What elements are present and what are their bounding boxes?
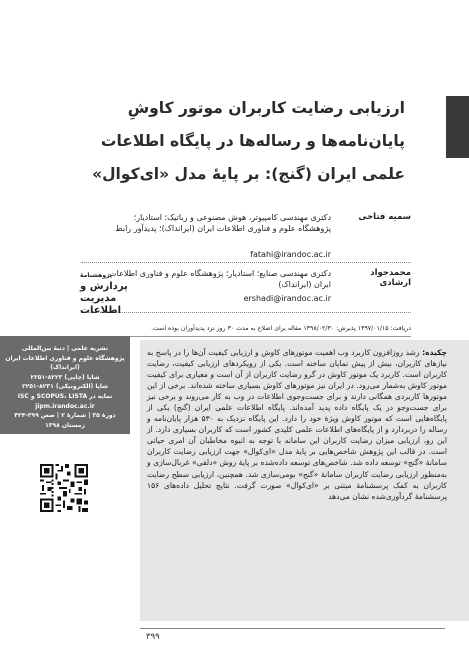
author-name: سمیه فتاحی	[358, 212, 411, 222]
abstract-body: رشد روزافزون کاربرد وب اهمیت موتورهای کاوش و ارزیابی کیفیت آن‌ها را در پاسخ به نیازهای کاربران، بیش از پیش نمایان ساخته است. یکی از رویکردهای ارزیابی کیفیت، رضایت کاربران است. کاربرد یک موتور کاوش در گرو رضایت کاربران از آن است و معیاری برای کیفیت موتور کاوش به‌شمار می‌رود. در ایران نیز موتورهای کاوش بسیاری ساخته شده‌اند. برخی از این موتورها کاربردی همگانی دارند و برای جست‌وجوی اطلاعات در وب به کار می‌روند و برخی نیز برای جست‌وجو در یک پایگاه داده پدید آمده‌اند. پایگاه اطلاعات علمی ایران (گنج) یکی از پایگاه‌هایی است که موتور کاوش ویژهٔ خود را دارد. این پایگاه نزدیک به ۵۳۰ هزار پایان‌نامه و رساله را دربردارد و از پایگاه‌های اطلاعات علمی کلیدی کشور است که کاربران بسیاری دارد. از این رو، ارزیابی میزان رضایت کاربران این سامانه با توجه به انبوه مخاطبان آن امری حیاتی است. در قالب این پژوهش شاخص‌هایی بر پایهٔ مدل «ای‌کوال» جهت ارزیابی رضایت کاربران سامانهٔ «گنج» توسعه داده شد. شاخص‌های توسعه داده‌شده بر پایهٔ روش «دلفی» غربال‌سازی و به‌منظور ارزیابی رضایت کاربران سامانهٔ «گنج» بومی‌سازی شد. همچنین، ارزیابی سطح رضایت کاربران به کمک پرسشنامهٔ مبتنی بر «ای‌کوال» صورت گرفت. نتایج تحلیل داده‌های ۱۵۶ پرسشنامهٔ گردآوری‌شده نشان می‌دهد	[147, 348, 447, 501]
abstract-label: چکیده:	[422, 348, 448, 357]
author-name: محمدجواد ارشادی	[370, 268, 411, 288]
journal-info-box	[0, 336, 130, 434]
title-line-2: پایان‌نامه‌ها و رساله‌ها در پایگاه اطلاعات	[100, 132, 405, 150]
journal-website[interactable]: jipm.irandoc.ac.ir	[35, 402, 95, 410]
received-accepted-dates: دریافت: ۱۳۹۷/۰۱/۱۵ پذیرش: ۱۳۹۸/۰۲/۳۰ مقاله برای اصلاح به مدت ۳۰ روز نزد پدیدآوران بوده است.	[151, 325, 411, 332]
journal-info-line: زمستان ۱۳۹۸	[45, 421, 85, 429]
logo-line-4: اطلاعات	[80, 305, 122, 316]
author-email[interactable]: fatahi@irandoc.ac.ir	[250, 250, 331, 259]
footer-divider	[140, 628, 445, 629]
journal-info-line: شاپا (الکترونیکی) ۸۲۳۱-۲۲۵۱	[21, 383, 109, 391]
logo-line-1: پژوهشنامهٔ	[80, 272, 113, 279]
author-affiliation: دکتری مهندسی کامپیوتر، هوش مصنوعی و رباتیک؛ استادیار؛ پژوهشگاه علوم و فناوری اطلاعات ایران (ایرانداک)؛ پدیدآور رابط	[115, 213, 331, 233]
author-block-2	[81, 268, 411, 312]
logo-line-2: پردازش و	[80, 281, 128, 292]
journal-info-line: دورهٔ ۳۵ | شمارهٔ ۲ | صص ۳۹۹-۴۲۴	[14, 412, 116, 420]
abstract-text	[147, 347, 447, 502]
logo-line-3: مدیریت	[80, 293, 117, 304]
qr-code-icon	[40, 464, 88, 512]
author-affiliation: دکتری مهندسی صنایع؛ استادیار؛ پژوهشگاه علوم و فناوری اطلاعات ایران (ایرانداک)	[109, 269, 331, 289]
journal-info-line: پژوهشگاه علوم و فناوری اطلاعات ایران	[5, 354, 125, 362]
author-divider	[81, 262, 411, 263]
page-number: ۳۹۹	[146, 632, 160, 642]
journal-info-line: شاپا (چاپی) ۸۲۲۳-۲۲۵۱	[30, 373, 100, 381]
author-block-1	[81, 212, 411, 262]
title-line-3: علمی ایران (گنج): بر پایهٔ مدل «ای‌کوال»	[92, 165, 405, 183]
journal-info-line: نشریه علمی | دنبهٔ بین‌المللی	[22, 345, 108, 352]
article-title	[45, 92, 405, 191]
corner-tab	[446, 96, 469, 158]
author-divider	[81, 312, 411, 313]
abstract-box	[140, 340, 469, 621]
author-email[interactable]: ershadi@irandoc.ac.ir	[243, 294, 331, 303]
title-line-1: ارزیابی رضایت کاربران موتور کاوشِ	[127, 99, 405, 117]
journal-info-line: نمایه در SCOPUS، LISTA و ISC	[17, 392, 113, 400]
journal-info-line: (ایرانداک)	[50, 364, 80, 372]
journal-logo	[18, 265, 128, 316]
